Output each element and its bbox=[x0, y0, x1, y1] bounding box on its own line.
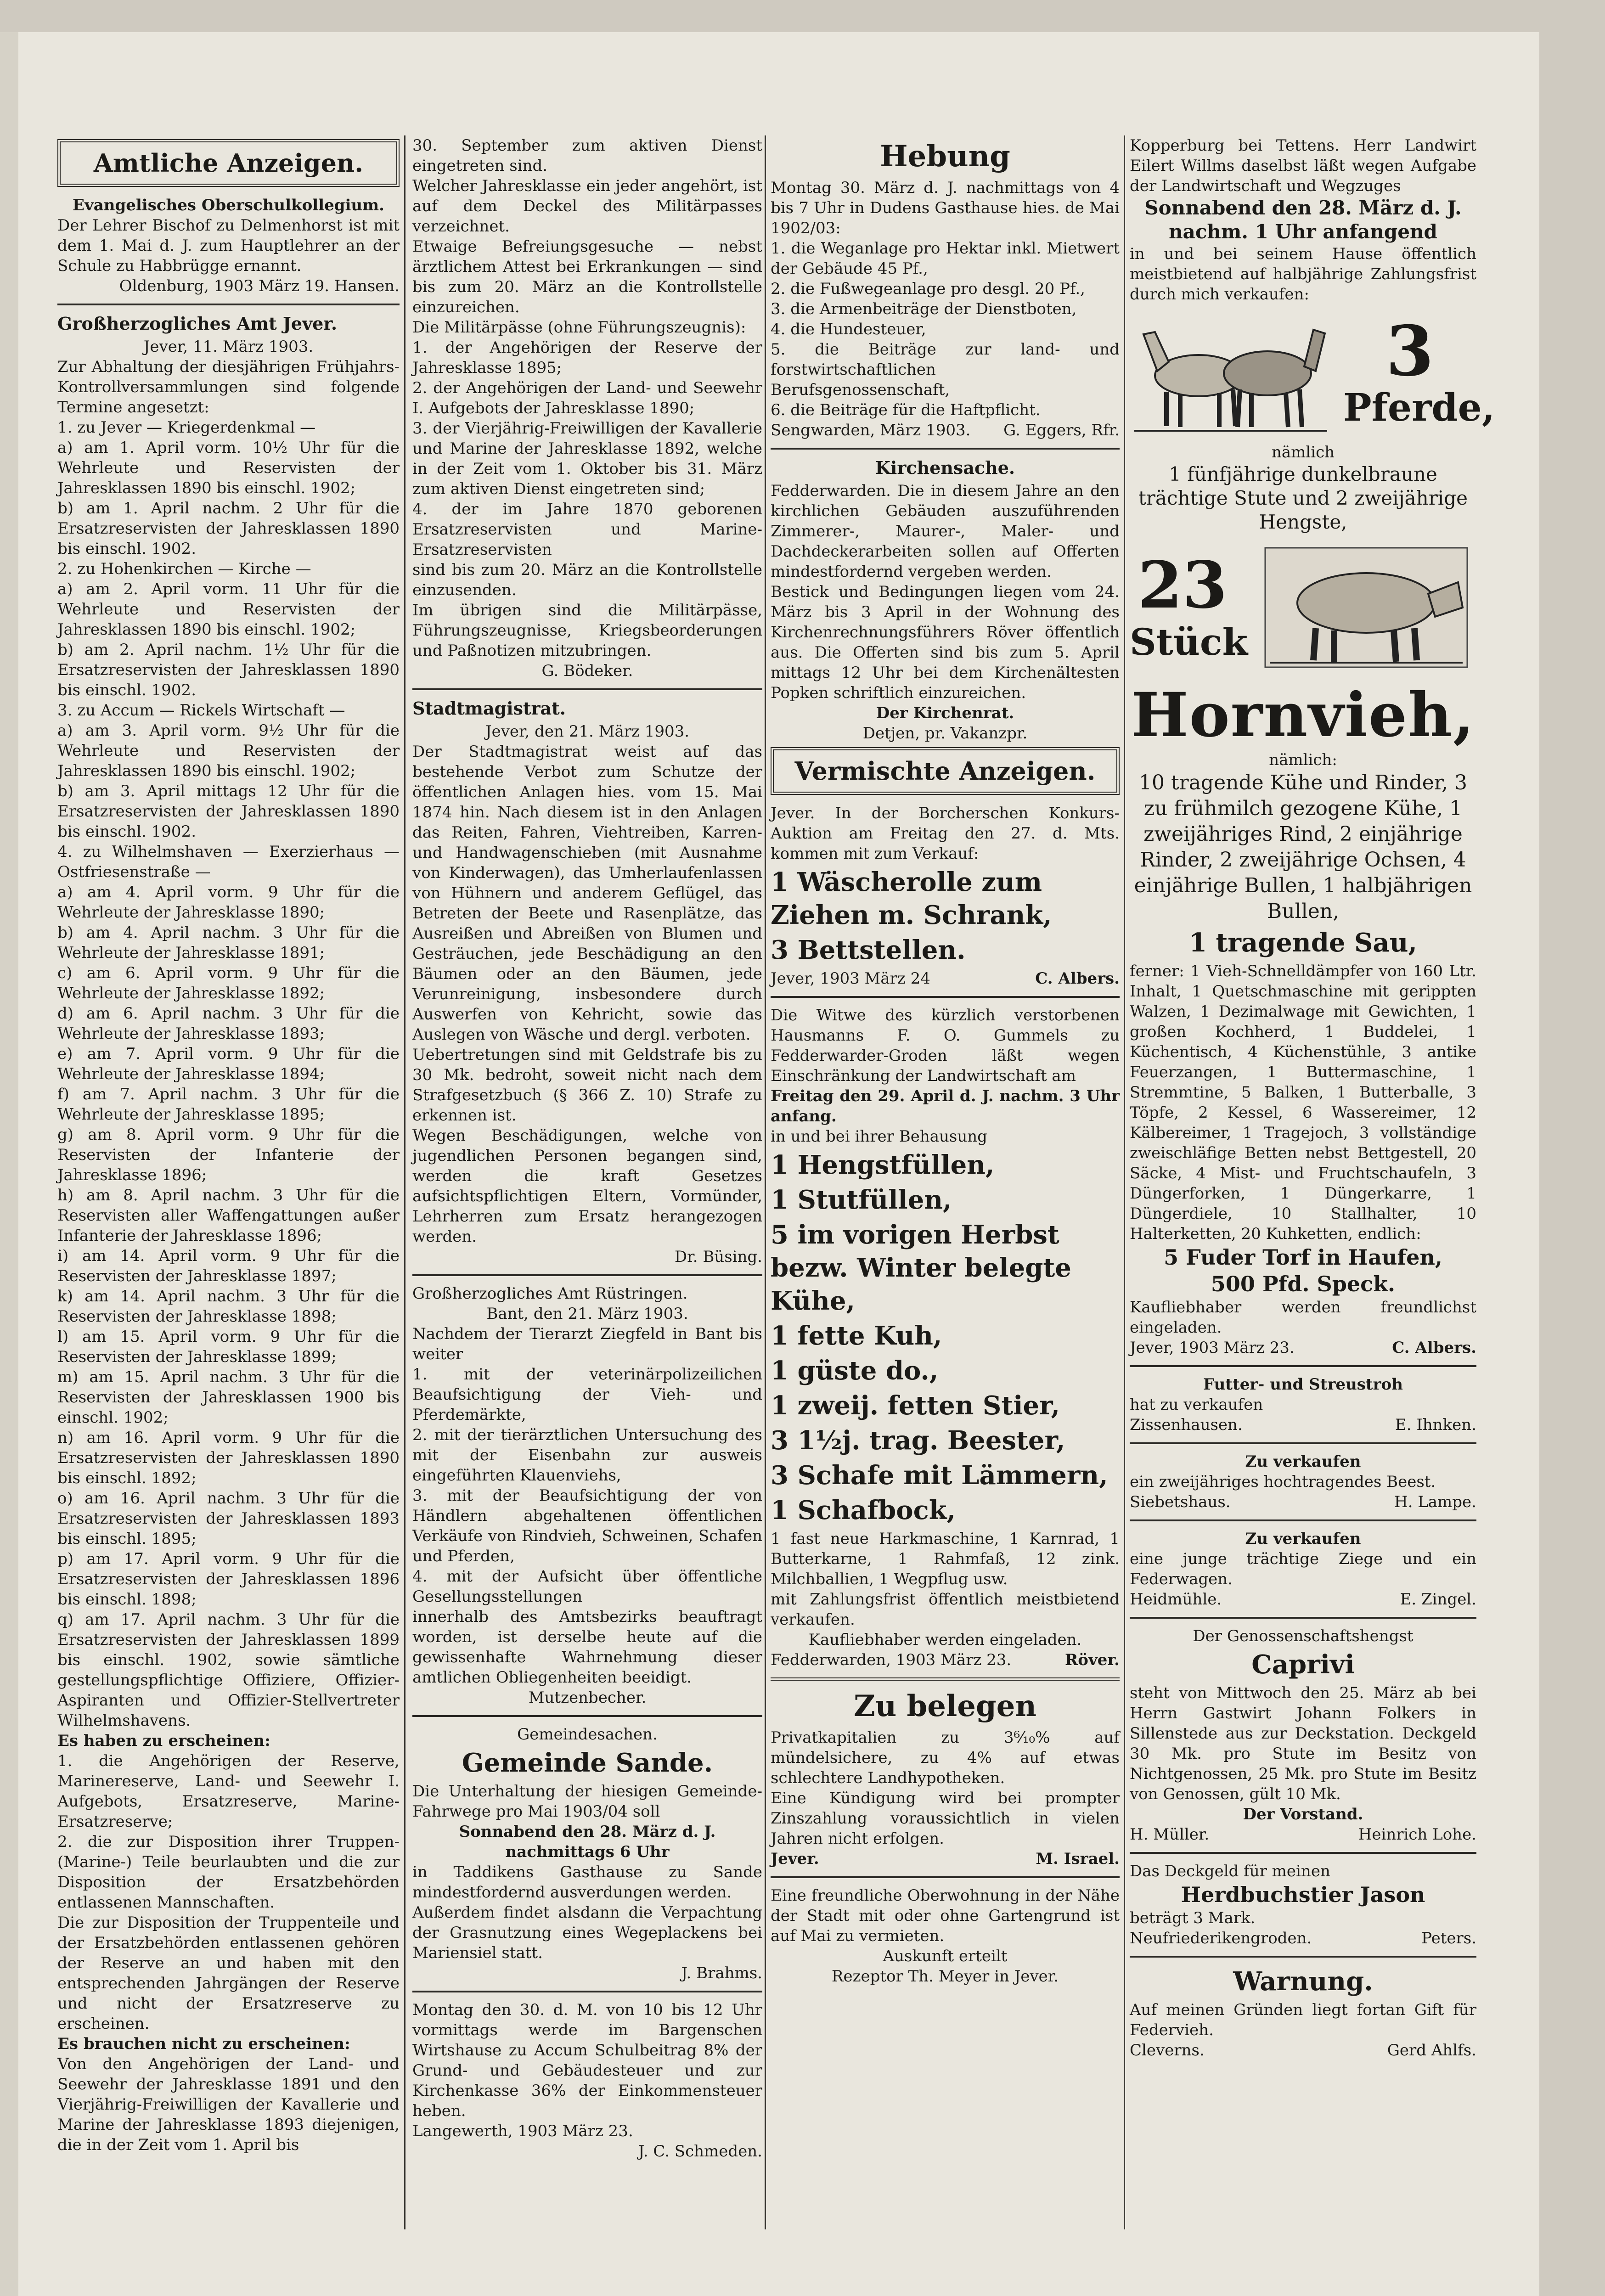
notice-signature: Jever, 1903 März 24 bbox=[771, 969, 930, 988]
notice-signature: Neufriederikengroden. bbox=[1130, 1929, 1312, 1947]
list-item: a) am 2. April vorm. 11 Uhr für die Wehrleute und Reservisten der Jahresklassen 1890 bis einschl. 1902; bbox=[57, 580, 400, 639]
divider bbox=[771, 996, 1120, 998]
notice-signature: E. Zingel. bbox=[1400, 1590, 1476, 1609]
cattle-count-block bbox=[1130, 548, 1248, 664]
notice-date: Jever, den 21. März 1903. bbox=[485, 722, 690, 741]
notice-signature: Röver. bbox=[1065, 1651, 1120, 1669]
ad-heading: Gemeinde Sande. bbox=[462, 1748, 713, 1778]
notice-text: Montag den 30. d. M. von 10 bis 12 Uhr vormittags werde im Bargenschen Wirtshause zu Accum Schulbeitrag 8% der Grund- und Gebäudesteuer und zur Kirchenkasse 36% der Einkommensteuer heben. bbox=[412, 2001, 762, 2120]
ad-item-large: 3 1½j. trag. Beester, bbox=[771, 1425, 1065, 1456]
notice-text: nämlich bbox=[1271, 443, 1335, 461]
ad-heading: Zu verkaufen bbox=[1245, 1452, 1361, 1471]
notice-text: Auskunft erteilt bbox=[883, 1947, 1008, 1965]
list-item: 6. die Beiträge für die Haftpflicht. bbox=[771, 401, 1041, 419]
divider bbox=[771, 448, 1120, 450]
notice-text: Auf meinen Gründen liegt fortan Gift für Federvieh. bbox=[1130, 2001, 1476, 2039]
cattle-block bbox=[1130, 534, 1476, 681]
signature-row bbox=[771, 420, 1120, 440]
section-heading-vermischte: Vermischte Anzeigen. bbox=[771, 747, 1120, 795]
notice-text: in und bei seinem Hause öffentlich meistbietend auf halbjährige Zahlungsfrist durch mich verkaufen: bbox=[1130, 245, 1476, 304]
section-heading-amtliche: Amtliche Anzeigen. bbox=[57, 139, 400, 187]
notice-signature: Heinrich Lohe. bbox=[1358, 1825, 1476, 1844]
notice-text: Die Unterhaltung der hiesigen Gemeinde-Fahrwege pro Mai 1903/04 soll bbox=[412, 1782, 762, 1821]
notice-subheading: Es haben zu erscheinen: bbox=[57, 1732, 270, 1750]
list-item: h) am 8. April nachm. 3 Uhr für die Reservisten aller Waffengattungen außer Infanterie der Jahresklasse 1896; bbox=[57, 1186, 400, 1245]
ad-item-large: 1 güste do., bbox=[771, 1356, 939, 1386]
notice-text: Die Militärpässe (ohne Führungszeugnis): bbox=[412, 318, 746, 337]
list-item: 5. die Beiträge zur land- und forstwirtschaftlichen Berufsgenossenschaft, bbox=[771, 340, 1120, 399]
ad-heading: Herdbuchstier Jason bbox=[1181, 1882, 1425, 1907]
notice-text: Die zur Disposition der Truppenteile und der Ersatzbehörden entlassenen gehören der Reserve an und haben mit den entsprechenden Jahrgängen der Reserve und nicht der Ersatzreserve zu erscheinen. bbox=[57, 1913, 400, 2033]
notice-signature: G. Bödeker. bbox=[541, 662, 633, 680]
list-item: 2. die Fußwegeanlage pro desgl. 20 Pf., bbox=[771, 280, 1085, 298]
list-item: l) am 15. April vorm. 9 Uhr für die Reservisten der Jahresklasse 1899; bbox=[57, 1328, 400, 1366]
notice-date: Freitag den 29. April d. J. nachm. 3 Uhr anfang. bbox=[771, 1087, 1120, 1125]
ad-item-large: 3 Bettstellen. bbox=[771, 935, 966, 965]
notice-text: Der Lehrer Bischof zu Delmenhorst ist mit dem 1. Mai d. J. zum Hauptlehrer an der Schule zu Habbrügge ernannt. bbox=[57, 216, 400, 275]
column-3 bbox=[771, 135, 1120, 2296]
ad-heading: Hebung bbox=[880, 139, 1010, 174]
ad-item-large: 1 Stutfüllen, bbox=[771, 1185, 952, 1215]
notice-text: eine junge trächtige Ziege und ein Federwagen. bbox=[1130, 1550, 1476, 1588]
horses-illustration bbox=[1130, 307, 1332, 440]
signature-row bbox=[771, 1849, 1120, 1869]
column-rule bbox=[1124, 135, 1125, 2229]
divider bbox=[1130, 1519, 1476, 1521]
notice-text: Wegen Beschädigungen, welche von jugendlichen Personen begangen sind, werden die kraft Gesetzes aufsichtspflichtigen Eltern, Vormünder, Lehrherren zum Ersatz herangezogen werden. bbox=[412, 1126, 762, 1246]
list-item: q) am 17. April nachm. 3 Uhr für die Ersatzreservisten der Jahresklassen 1899 bis einschl. 1902, sowie sämtliche gestellungspflichtige Offiziere, Offizier-Aspiranten und Offizier-Stellvertreter Wilhelmshavens. bbox=[57, 1610, 400, 1730]
divider bbox=[1130, 1956, 1476, 1958]
notice-text: sind bis zum 20. März an die Kontrollstelle einzusenden. bbox=[412, 561, 762, 599]
ox-illustration bbox=[1256, 539, 1476, 676]
notice-text: Fedderwarden. Die in diesem Jahre an den kirchlichen Gebäuden auszuführenden Zimmerer-, Maurer-, Maler- und Dachdeckerarbeiten sollen auf Offerten mindestfordernd vergeben werden. bbox=[771, 482, 1120, 581]
notice-signature: Mutzenbecher. bbox=[528, 1688, 647, 1707]
notice-signature: Gerd Ahlfs. bbox=[1387, 2041, 1476, 2060]
list-item: e) am 7. April vorm. 9 Uhr für die Wehrleute der Jahresklasse 1894; bbox=[57, 1045, 400, 1083]
notice-text: Kaufliebhaber werden freundlichst eingeladen. bbox=[1130, 1298, 1476, 1337]
divider bbox=[412, 1991, 762, 1992]
column-rule bbox=[765, 135, 766, 2229]
list-item: f) am 7. April nachm. 3 Uhr für die Wehrleute der Jahresklasse 1895; bbox=[57, 1085, 400, 1124]
notice-text: Der Genossenschaftshengst bbox=[1193, 1627, 1414, 1645]
list-item: 1. der Angehörigen der Reserve der Jahresklasse 1895; bbox=[412, 338, 762, 377]
notice-text: 10 tragende Kühe und Rinder, 3 zu frühmilch gezogene Kühe, 1 zweijähriges Rind, 2 einjährige Rinder, 2 zweijährige Ochsen, 4 einjährige Bullen, 1 halbjährigen Bullen, bbox=[1134, 771, 1472, 923]
ad-item-large: 3 Schafe mit Lämmern, bbox=[771, 1460, 1108, 1491]
notice-signature: H. Lampe. bbox=[1394, 1493, 1476, 1511]
list-item: b) am 4. April nachm. 3 Uhr für die Wehrleute der Jahresklasse 1891; bbox=[57, 923, 400, 962]
divider bbox=[1130, 1617, 1476, 1619]
signature-row bbox=[771, 1650, 1120, 1670]
notice-signature: Zissenhausen. bbox=[1130, 1416, 1243, 1434]
ad-item-large: 5 im vorigen Herbst bezw. Winter belegte Kühe, bbox=[771, 1220, 1071, 1316]
ad-item-large: 1 tragende Sau, bbox=[1189, 928, 1417, 958]
notice-text: 1 fast neue Harkmaschine, 1 Karnrad, 1 Butterkarne, 1 Rahmfaß, 12 zink. Milchballien, 1 Wegpflug usw. bbox=[771, 1530, 1120, 1588]
notice-signature: Langewerth, 1903 März 23. bbox=[412, 2122, 633, 2140]
notice-text: Eine Kündigung wird bei prompter Zinszahlung voraussichtlich in vielen Jahren nicht erfolgen. bbox=[771, 1789, 1120, 1848]
signature-row bbox=[1130, 1492, 1476, 1512]
notice-text: Zur Abhaltung der diesjährigen Frühjahrs-Kontrollversammlungen sind folgende Termine angesetzt: bbox=[57, 358, 400, 416]
notice-text: Außerdem findet alsdann die Verpachtung der Grasnutzung eines Wegeplackens bei Mariensiel statt. bbox=[412, 1903, 762, 1962]
list-item: a) am 3. April vorm. 9½ Uhr für die Wehrleute und Reservisten der Jahresklassen 1890 bis einschl. 1902; bbox=[57, 721, 400, 780]
horses-heading bbox=[1343, 311, 1495, 430]
notice-signature: C. Albers. bbox=[1035, 969, 1120, 988]
list-item: d) am 6. April nachm. 3 Uhr für die Wehrleute der Jahresklasse 1893; bbox=[57, 1004, 400, 1043]
cattle-unit: Stück bbox=[1130, 620, 1248, 664]
notice-signature: J. Brahms. bbox=[681, 1964, 762, 1982]
horses-count: 3 bbox=[1385, 311, 1434, 392]
notice-text: ein zweijähriges hochtragendes Beest. bbox=[1130, 1473, 1436, 1491]
divider bbox=[771, 1677, 1120, 1681]
list-item: 3. mit der Beaufsichtigung der von Händlern abgehaltenen öffentlichen Verkäufe von Rindvieh, Schweinen, Schafen und Pferden, bbox=[412, 1486, 762, 1565]
notice-text: Nachdem der Tierarzt Ziegfeld in Bant bis weiter bbox=[412, 1325, 762, 1363]
horses-block bbox=[1130, 304, 1495, 442]
list-item: i) am 14. April vorm. 9 Uhr für die Reservisten der Jahresklasse 1897; bbox=[57, 1247, 400, 1285]
section-label: Gemeindesachen. bbox=[517, 1725, 658, 1744]
notice-text: Etwaige Befreiungsgesuche — nebst ärztlichem Attest bei Erkrankungen — sind bis zum 20. März an die Kontrollstelle einzureichen. bbox=[412, 237, 762, 316]
notice-signature: Peters. bbox=[1421, 1929, 1476, 1947]
list-item: 4. zu Wilhelmshaven — Exerzierhaus — Ostfriesenstraße — bbox=[57, 843, 400, 881]
notice-signature: Cleverns. bbox=[1130, 2041, 1205, 2060]
list-item: k) am 14. April nachm. 3 Uhr für die Reservisten der Jahresklasse 1898; bbox=[57, 1287, 400, 1326]
notice-text: Kaufliebhaber werden eingeladen. bbox=[808, 1631, 1082, 1649]
list-item: 2. zu Hohenkirchen — Kirche — bbox=[57, 560, 311, 578]
notice-text: Jever. In der Borcherschen Konkurs-Auktion am Freitag den 27. d. Mts. kommen mit zum Verkauf: bbox=[771, 804, 1120, 863]
notice-text: steht von Mittwoch den 25. März ab bei Herrn Gastwirt Johann Folkers in Sillenstede aus zur Deckstation. Deckgeld 30 Mk. pro Stute im Besitz von Nichtgenossen, 25 Mk. pro Stute im Besitz von Genossen, gült 10 Mk. bbox=[1130, 1684, 1476, 1803]
notice-signature: Siebetshaus. bbox=[1130, 1493, 1231, 1511]
list-item: b) am 3. April mittags 12 Uhr für die Ersatzreservisten der Jahresklassen 1890 bis einschl. 1902. bbox=[57, 782, 400, 841]
signature-row bbox=[1130, 1928, 1476, 1948]
divider bbox=[1130, 1442, 1476, 1444]
notice-signature: H. Müller. bbox=[1130, 1825, 1210, 1844]
notice-text: innerhalb des Amtsbezirks beauftragt worden, ist derselbe heute auf die gewissenhafte Wahrnehmung dieser amtlichen Obliegenheiten beeidigt. bbox=[412, 1608, 762, 1687]
notice-heading: Evangelisches Oberschulkollegium. bbox=[73, 196, 384, 214]
signature-row bbox=[1130, 1589, 1476, 1609]
divider bbox=[1130, 1365, 1476, 1367]
ad-item-large: 5 Fuder Torf in Haufen, bbox=[1164, 1245, 1442, 1270]
notice-heading: Stadtmagistrat. bbox=[412, 698, 566, 719]
list-item: a) am 1. April vorm. 10½ Uhr für die Wehrleute und Reservisten der Jahresklassen 1890 bis einschl. 1902; bbox=[57, 439, 400, 497]
list-item: 3. zu Accum — Rickels Wirtschaft — bbox=[57, 701, 345, 720]
notice-date: Jever, 11. März 1903. bbox=[143, 338, 314, 356]
notice-signature: Der Kirchenrat. bbox=[876, 704, 1014, 722]
notice-text: nämlich: bbox=[1269, 751, 1337, 769]
signature-row bbox=[1130, 1415, 1476, 1435]
list-item: 4. der im Jahre 1870 geborenen Ersatzreservisten und Marine-Ersatzreservisten bbox=[412, 500, 762, 559]
notice-text: hat zu verkaufen bbox=[1130, 1396, 1263, 1414]
notice-signature: C. Albers. bbox=[1392, 1339, 1476, 1357]
list-item: 3. die Armenbeiträge der Dienstboten, bbox=[771, 300, 1077, 318]
divider bbox=[412, 688, 762, 690]
cattle-count: 23 bbox=[1138, 548, 1228, 623]
newspaper-page bbox=[0, 32, 1539, 2296]
list-item: 1. zu Jever — Kriegerdenkmal — bbox=[57, 418, 316, 437]
notice-signature: Rezeptor Th. Meyer in Jever. bbox=[831, 1967, 1059, 1986]
notice-text: Von den Angehörigen der Land- und Seewehr der Jahresklasse 1891 und den Vierjährig-Freiwilligen der Kavallerie und Marine der Jahresklasse 1893 diejenigen, die in der Zeit vom 1. April bis bbox=[57, 2055, 400, 2154]
notice-heading: Kirchensache. bbox=[875, 457, 1015, 478]
notice-signature: Jever, 1903 März 23. bbox=[1130, 1339, 1295, 1357]
notice-text: ferner: 1 Vieh-Schnelldämpfer von 160 Ltr. Inhalt, 1 Quetschmaschine mit gerippten Walzen, 1 Dezimalwage mit Gewichten, 1 großen Kochherd, 1 Buddelei, 1 Küchentisch, 4 Küchenstühle, 3 antike Feuerzangen, 1 Buttermaschine, 1 Stremmtine, 5 Balken, 1 Butterballe, 3 Töpfe, 2 Kessel, 6 Wassereimer, 12 Kälbereimer, 1 Tragejoch, 3 vollständige zweischläfige Betten nebst Bettgestell, 20 Säcke, 4 Mist- und Fruchtschaufeln, 3 Düngerforken, 1 Düngerkarre, 1 Düngerdiele, 10 Stallhalter, 10 Halterketten, 20 Kuhketten, endlich: bbox=[1130, 962, 1476, 1243]
list-item: 1. die Angehörigen der Reserve, Marinereserve, Land- und Seewehr I. Aufgebots, Ersatzreserve, Marine-Ersatzreserve; bbox=[57, 1752, 400, 1831]
column-rule bbox=[404, 135, 405, 2229]
notice-text: Kopperburg bei Tettens. Herr Landwirt Eilert Willms daselbst läßt wegen Aufgabe der Landwirtschaft und Wegzuges bbox=[1130, 136, 1476, 195]
divider bbox=[412, 1274, 762, 1276]
signature-row bbox=[771, 968, 1120, 989]
ad-heading: Zu belegen bbox=[853, 1689, 1037, 1723]
list-item: a) am 4. April vorm. 9 Uhr für die Wehrleute der Jahresklasse 1890; bbox=[57, 883, 400, 922]
list-item: 4. mit der Aufsicht über öffentliche Gesellungsstellungen bbox=[412, 1567, 762, 1606]
list-item: 1. mit der veterinärpolizeilichen Beaufsichtigung der Vieh- und Pferdemärkte, bbox=[412, 1365, 762, 1424]
notice-text: Das Deckgeld für meinen bbox=[1130, 1862, 1330, 1880]
divider bbox=[57, 304, 400, 305]
list-item: c) am 6. April vorm. 9 Uhr für die Wehrleute der Jahresklasse 1892; bbox=[57, 964, 400, 1002]
ad-item-large: 500 Pfd. Speck. bbox=[1211, 1272, 1396, 1296]
notice-text: Bestick und Bedingungen liegen vom 24. März bis 3 April in der Wohnung des Kirchenrechnungsführers Röver öffentlich aus. Die Offerten sind bis zum 5. April mittags 12 Uhr bei dem Kirchenältesten Popken schriftlich einzureichen. bbox=[771, 583, 1120, 702]
notice-date: Bant, den 21. März 1903. bbox=[486, 1305, 688, 1323]
notice-text: Uebertretungen sind mit Geldstrafe bis zu 30 Mk. bedroht, soweit nicht nach dem Strafgesetzbuch (§ 366 Z. 10) Strafe zu erkennen ist. bbox=[412, 1046, 762, 1125]
notice-text: Montag 30. März d. J. nachmittags von 4 bis 7 Uhr in Dudens Gasthause hies. de Mai 1902/03: bbox=[771, 179, 1120, 237]
list-item: 2. die zur Disposition ihrer Truppen- (Marine-) Teile beurlaubten und die zur Disposition der Ersatzbehörden entlassenen Mannschaften. bbox=[57, 1833, 400, 1912]
notice-heading: Großherzogliches Amt Rüstringen. bbox=[412, 1284, 688, 1303]
notice-signature: Heidmühle. bbox=[1130, 1590, 1222, 1609]
hornvieh-heading: Hornvieh, bbox=[1131, 680, 1475, 751]
notice-text: mit Zahlungsfrist öffentlich meistbietend verkaufen. bbox=[771, 1590, 1120, 1629]
list-item: 2. mit der tierärztlichen Untersuchung des mit der Eisenbahn zur ausweis eingeführten Klauenviehs, bbox=[412, 1426, 762, 1485]
list-item: p) am 17. April vorm. 9 Uhr für die Ersatzreservisten der Jahresklassen 1896 bis einschl. 1898; bbox=[57, 1550, 400, 1609]
notice-text: Eine freundliche Oberwohnung in der Nähe der Stadt mit oder ohne Gartengrund ist auf Mai zu vermieten. bbox=[771, 1886, 1120, 1945]
notice-date: Sonnabend den 28. März d. J. nachm. 1 Uhr anfangend bbox=[1144, 197, 1462, 243]
notice-text: Privatkapitalien zu 3⁶⁄₁₀% auf mündelsichere, zu 4% auf etwas schlechtere Landhypotheken. bbox=[771, 1728, 1120, 1787]
notice-date: Sonnabend den 28. März d. J. nachmittags 6 Uhr bbox=[459, 1823, 716, 1861]
list-item: n) am 16. April vorm. 9 Uhr für die Ersatzreservisten der Jahresklassen 1890 bis einschl. 1892; bbox=[57, 1429, 400, 1487]
ad-item-large: 1 zweij. fetten Stier, bbox=[771, 1390, 1060, 1421]
notice-signature: Jever. bbox=[771, 1850, 819, 1868]
notice-subheading: Es brauchen nicht zu erscheinen: bbox=[57, 2035, 350, 2053]
notice-signature: M. Israel. bbox=[1036, 1850, 1120, 1868]
horses-label: Pferde, bbox=[1343, 386, 1495, 430]
notice-text: Die Witwe des kürzlich verstorbenen Hausmanns F. O. Gummels zu Fedderwarder-Groden läßt wegen Einschränkung der Landwirtschaft am bbox=[771, 1006, 1120, 1085]
notice-signature: G. Eggers, Rfr. bbox=[1003, 421, 1120, 439]
notice-text: 30. September zum aktiven Dienst eingetreten sind. bbox=[412, 136, 762, 175]
ad-heading: Futter- und Streustroh bbox=[1203, 1375, 1403, 1394]
signature-row bbox=[1130, 1824, 1476, 1845]
list-item: b) am 1. April nachm. 2 Uhr für die Ersatzreservisten der Jahresklassen 1890 bis einschl. 1902. bbox=[57, 499, 400, 558]
notice-text: 1 fünfjährige dunkelbraune trächtige Stute und 2 zweijährige Hengste, bbox=[1138, 463, 1468, 533]
notice-text: Welcher Jahresklasse ein jeder angehört, ist auf dem Deckel des Militärpasses verzeichnet. bbox=[412, 177, 762, 236]
ad-item-large: 1 Wäscherolle zum Ziehen m. Schrank, bbox=[771, 867, 1052, 930]
notice-signature: E. Ihnken. bbox=[1395, 1416, 1476, 1434]
list-item: m) am 15. April nachm. 3 Uhr für die Reservisten der Jahresklassen 1900 bis einschl. 1902; bbox=[57, 1368, 400, 1427]
notice-signature: J. C. Schmeden. bbox=[638, 2142, 762, 2161]
notice-signature: Fedderwarden, 1903 März 23. bbox=[771, 1651, 1012, 1669]
list-item: 4. die Hundesteuer, bbox=[771, 320, 926, 338]
notice-signature: Oldenburg, 1903 März 19. Hansen. bbox=[119, 277, 400, 295]
ad-item-large: 1 fette Kuh, bbox=[771, 1321, 942, 1351]
notice-text: Im übrigen sind die Militärpässe, Führungszeugnisse, Kriegsbeorderungen und Paßnotizen mitzubringen. bbox=[412, 601, 762, 660]
divider bbox=[412, 1715, 762, 1717]
notice-heading: Großherzogliches Amt Jever. bbox=[57, 313, 338, 334]
signature-row bbox=[1130, 2040, 1476, 2060]
ad-heading: Warnung. bbox=[1233, 1966, 1373, 1997]
signature-row bbox=[1130, 1338, 1476, 1358]
divider bbox=[1130, 1852, 1476, 1854]
notice-signature: Dr. Büsing. bbox=[674, 1248, 762, 1266]
ad-item-large: 1 Schafbock, bbox=[771, 1495, 956, 1525]
notice-signature: Detjen, pr. Vakanzpr. bbox=[862, 724, 1028, 743]
list-item: 3. der Vierjährig-Freiwilligen der Kavallerie und Marine der Jahresklasse 1892, welche in der Zeit vom 1. Oktober bis 31. März zum aktiven Dienst eingetreten sind; bbox=[412, 419, 762, 498]
column-4 bbox=[1130, 135, 1495, 2296]
list-item: b) am 2. April nachm. 1½ Uhr für die Ersatzreservisten der Jahresklassen 1890 bis einschl. 1902. bbox=[57, 641, 400, 699]
list-item: o) am 16. April nachm. 3 Uhr für die Ersatzreservisten der Jahresklassen 1893 bis einschl. 1895; bbox=[57, 1489, 400, 1548]
notice-text: beträgt 3 Mark. bbox=[1130, 1909, 1256, 1927]
list-item: g) am 8. April vorm. 9 Uhr für die Reservisten der Infanterie der Jahresklasse 1896; bbox=[57, 1125, 400, 1184]
ad-heading: Zu verkaufen bbox=[1245, 1530, 1361, 1548]
list-item: 2. der Angehörigen der Land- und Seewehr I. Aufgebots der Jahresklasse 1890; bbox=[412, 379, 762, 417]
column-1 bbox=[57, 135, 400, 2296]
notice-signature: Der Vorstand. bbox=[1243, 1805, 1363, 1823]
ad-item-large: 1 Hengstfüllen, bbox=[771, 1150, 995, 1180]
ad-heading: Caprivi bbox=[1251, 1649, 1355, 1680]
notice-text: Der Stadtmagistrat weist auf das bestehende Verbot zum Schutze der öffentlichen Anlagen hies. vom 15. Mai 1874 hin. Nach diesem ist in den Anlagen das Reiten, Fahren, Viehtreiben, Karren- und Handwagenschieben (mit Ausnahme von Kinderwagen), das Umherlaufenlassen von Hühnern und anderem Geflügel, das Betreten der Beete und Rasenplätze, das Ausreißen und Abreißen von Blumen und Gesträuchen, jede Beschädigung an den Bäumen oder an den Bäumen, jede Verunreinigung, insbesondere durch Auswerfen von Kehricht, sowie das Auslegen von Wäsche und dergl. verboten. bbox=[412, 743, 762, 1044]
notice-text: in und bei ihrer Behausung bbox=[771, 1127, 987, 1146]
notice-text: in Taddikens Gasthause zu Sande mindestfordernd ausverdungen werden. bbox=[412, 1863, 762, 1902]
list-item: 1. die Weganlage pro Hektar inkl. Mietwert der Gebäude 45 Pf., bbox=[771, 239, 1120, 278]
notice-signature: Sengwarden, März 1903. bbox=[771, 421, 971, 439]
divider bbox=[771, 1876, 1120, 1878]
column-2 bbox=[412, 135, 762, 2296]
